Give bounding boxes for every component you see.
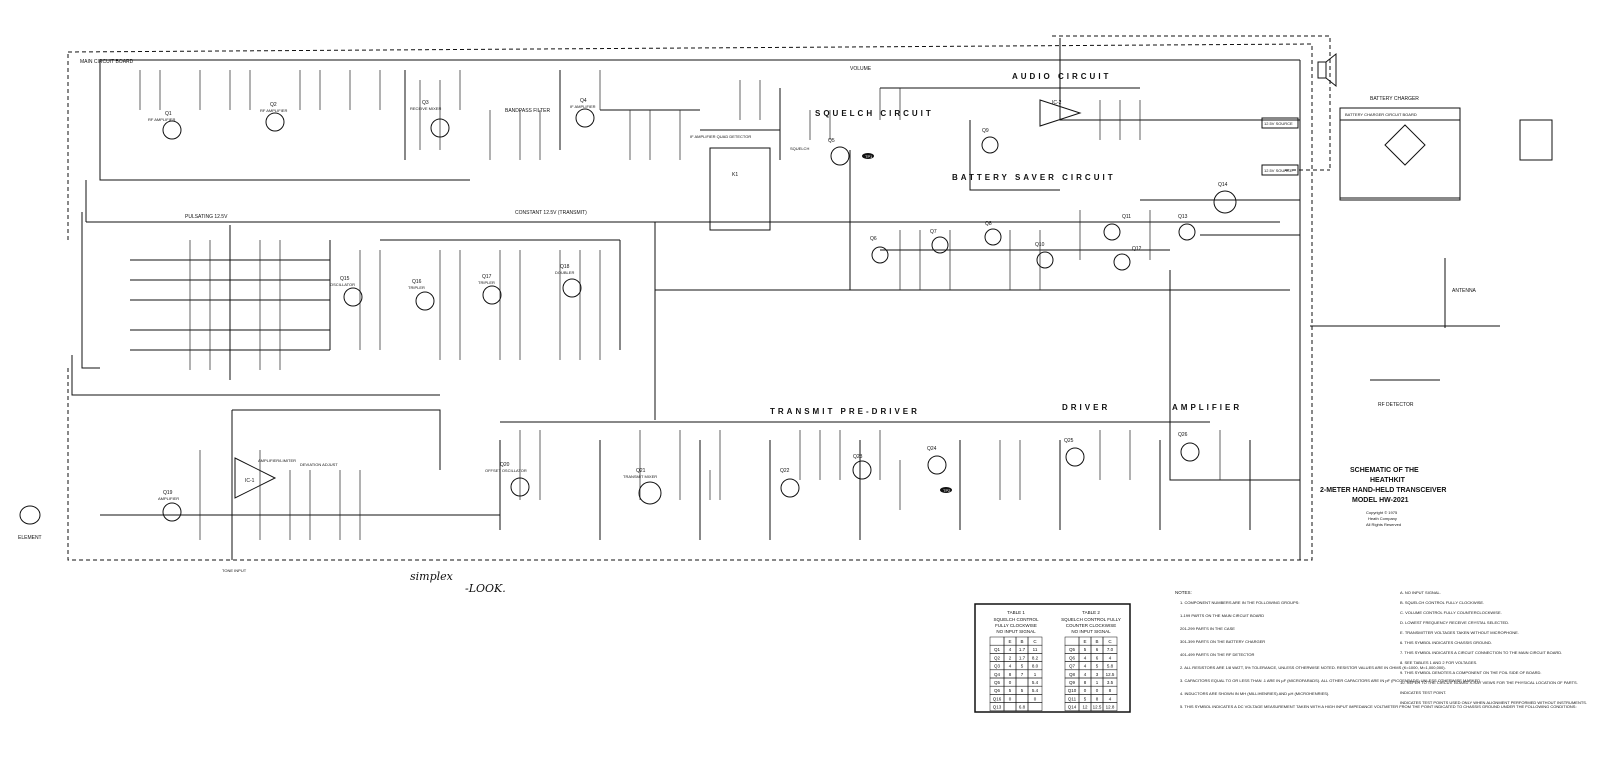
table2-cell-text: 8 xyxy=(1083,680,1087,685)
table2-title: TABLE 2 xyxy=(1082,610,1100,615)
q23-name: Q23 xyxy=(853,454,863,460)
q7-name: Q7 xyxy=(930,229,937,235)
q8-symbol xyxy=(985,229,1001,245)
table1-cell-text: 1.7 xyxy=(1018,647,1026,653)
q6-symbol xyxy=(872,247,888,263)
title-line-4: MODEL HW-2021 xyxy=(1352,497,1409,504)
table2-cell-text: Q14 xyxy=(1067,704,1077,710)
q19-function: AMPLIFIER xyxy=(158,496,180,501)
table1-cell-text: 5.4 xyxy=(1031,680,1039,685)
ic1-name: IC-1 xyxy=(245,478,255,484)
ic1-function: AMPLIFIER/LIMITER xyxy=(258,458,297,463)
table2-cell-text: Q11 xyxy=(1067,696,1077,702)
k1-box xyxy=(710,148,770,230)
q18-symbol xyxy=(563,279,581,297)
q21-function: TRANSMIT MIXER xyxy=(623,474,658,479)
constant-label: CONSTANT 12.5V (TRANSMIT) xyxy=(515,210,587,216)
note-right-item: 9. THIS SYMBOL DENOTES A COMPONENT ON THE FOIL SIDE OF BOARD. xyxy=(1400,670,1542,675)
q3-name: Q3 xyxy=(422,100,429,106)
table-1 xyxy=(990,610,1042,711)
battery-saver-label: BATTERY SAVER CIRCUIT xyxy=(952,173,1116,182)
title-line-3: 2-METER HAND-HELD TRANSCEIVER xyxy=(1320,487,1447,494)
table1-header-text: C xyxy=(1033,639,1037,644)
note-right-item: 10. REFER TO THE CIRCUIT BOARD X-RAY VIEWS FOR THE PHYSICAL LOCATION OF PARTS. xyxy=(1400,680,1578,685)
note-item: 3. CAPACITORS EQUAL TO OR LESS THAN .1 ARE IN µF (MICROFARADS). ALL OTHER CAPACITORS ARE IN pF (PICOFARADS) UNLESS OTHERWISE MARKED. xyxy=(1180,678,1482,683)
q9-name: Q9 xyxy=(982,128,989,134)
table2-cell-text: 3 xyxy=(1095,671,1099,677)
title-block xyxy=(1320,467,1446,527)
table2-cell-text: 4 xyxy=(1108,655,1112,661)
table1-cell xyxy=(1016,678,1028,686)
q4-symbol xyxy=(576,109,594,127)
table2-cell-text: 12.8 xyxy=(1105,704,1115,710)
main-board-label: MAIN CIRCUIT BOARD xyxy=(80,59,134,65)
q26-symbol xyxy=(1181,443,1199,461)
wiring xyxy=(72,38,1500,560)
q15-name: Q15 xyxy=(340,276,350,282)
charger-transformer-icon xyxy=(1520,120,1552,160)
table2-header-text: E xyxy=(1083,639,1087,644)
charger-board-box xyxy=(1340,108,1460,198)
table1-cell-text: 5 xyxy=(1020,663,1024,669)
antenna-label: ANTENNA xyxy=(1452,288,1476,294)
title-line-2: HEATHKIT xyxy=(1370,477,1405,484)
table1-cell-text: 8.0 xyxy=(1031,663,1039,669)
source2-label: 12.5V SOURCE xyxy=(1264,168,1293,173)
table1-cell-text: Q5 xyxy=(993,680,1001,685)
table1-cell-text: 0 xyxy=(1008,696,1012,702)
table2-cell-text: 12.5 xyxy=(1092,704,1102,710)
table2-cell-text: 8 xyxy=(1095,696,1099,702)
tp2-label: TP2 xyxy=(943,488,951,493)
q12-symbol xyxy=(1114,254,1130,270)
table1-cell-text: Q1 xyxy=(993,647,1001,653)
note-item: 1. COMPONENT NUMBERS ARE IN THE FOLLOWING GROUPS: xyxy=(1180,600,1300,605)
q6-name: Q6 xyxy=(870,236,877,242)
table1-cell-text: 8 xyxy=(1008,671,1012,677)
table2-caption-3: NO INPUT SIGNAL xyxy=(1071,629,1111,634)
handwritten-note-2: -LOOK. xyxy=(465,582,506,595)
table2-cell-text: 7.0 xyxy=(1106,647,1114,653)
q4-function: IF AMPLIFIER xyxy=(570,104,596,109)
q17-name: Q17 xyxy=(482,274,492,280)
table1-cell-text: 2 xyxy=(1008,655,1012,661)
rf-detector-label: RF DETECTOR xyxy=(1378,402,1414,408)
q24-name: Q24 xyxy=(927,446,937,452)
q10-name: Q10 xyxy=(1035,242,1045,248)
table2-cell-text: 5.8 xyxy=(1106,663,1114,669)
q19-symbol xyxy=(163,503,181,521)
table2-cell-text: Q8 xyxy=(1068,671,1076,677)
q13-symbol xyxy=(1179,224,1195,240)
copyright-line-2: Heath Company xyxy=(1368,516,1397,521)
note-item: 2. ALL RESISTORS ARE 1/8 WATT, 5% TOLERANCE, UNLESS OTHERWISE NOTED. RESISTOR VALUES ARE IN OHMS (K=1000, M=1,000,000). xyxy=(1180,665,1446,670)
table1-header-text: E xyxy=(1008,639,1012,644)
q17-symbol xyxy=(483,286,501,304)
table-2 xyxy=(1061,610,1121,711)
q1-symbol xyxy=(163,121,181,139)
transmit-pre-driver-label: TRANSMIT PRE-DRIVER xyxy=(770,407,920,416)
table2-caption-1: SQUELCH CONTROL FULLY xyxy=(1061,617,1121,622)
table1-cell-text: 11 xyxy=(1032,647,1038,653)
q13-name: Q13 xyxy=(1178,214,1188,220)
q21-name: Q21 xyxy=(636,468,646,474)
bandpass-label: BANDPASS FILTER xyxy=(505,108,551,114)
table1-cell-text: 5 xyxy=(1008,688,1012,694)
copyright-line-1: Copyright © 1975 xyxy=(1366,510,1398,515)
note-item: 301-399 PARTS ON THE BATTERY CHARGER xyxy=(1180,639,1266,644)
q16-name: Q16 xyxy=(412,279,422,285)
table1-cell-text: Q3 xyxy=(993,663,1001,669)
notes-right-list xyxy=(1400,590,1587,705)
table2-cell-text: 5 xyxy=(1095,663,1099,669)
q18-function: DOUBLER xyxy=(555,270,575,275)
table2-cell-text: Q10 xyxy=(1067,688,1077,694)
q5-symbol xyxy=(831,147,849,165)
table1-cell-text: 4 xyxy=(1008,663,1012,669)
note-item: 4. INDUCTORS ARE SHOWN IN MH (MILLIHENRIES) AND µH (MICROHENRIES). xyxy=(1180,691,1330,696)
charger-board-label: BATTERY CHARGER CIRCUIT BOARD xyxy=(1345,112,1417,117)
k1-name: K1 xyxy=(732,172,739,178)
table2-cell-text: 1 xyxy=(1095,680,1099,685)
k1-function: IF AMPLIFIER QUAD DETECTOR xyxy=(690,134,752,139)
table2-cell-text: 5 xyxy=(1083,647,1087,653)
table2-cell-text: Q7 xyxy=(1068,663,1076,669)
q2-symbol xyxy=(266,113,284,131)
note-right-item: 6. THIS SYMBOL INDICATES CHASSIS GROUND. xyxy=(1400,640,1492,645)
table2-header-text: B xyxy=(1095,639,1099,644)
note-right-item: D. LOWEST FREQUENCY RECEIVE CRYSTAL SELECTED. xyxy=(1400,620,1510,625)
deviation-label: DEVIATION ADJUST xyxy=(300,462,338,467)
q16-symbol xyxy=(416,292,434,310)
q20-function: OFFSET OSCILLATOR xyxy=(485,468,527,473)
table1-header-text: B xyxy=(1020,639,1024,644)
table2-cell-text: 6 xyxy=(1095,655,1099,661)
table2-cell-text: Q9 xyxy=(1068,680,1076,685)
q10-symbol xyxy=(1037,252,1053,268)
q26-name: Q26 xyxy=(1178,432,1188,438)
q8-name: Q8 xyxy=(985,221,992,227)
table1-caption-1: SQUELCH CONTROL xyxy=(993,617,1039,622)
component-stubs xyxy=(140,70,1220,540)
table1-cell-text: 0 xyxy=(1008,680,1012,685)
table2-cell-text: 0 xyxy=(1095,688,1099,694)
driver-label: DRIVER xyxy=(1062,403,1111,412)
q5-name: Q5 xyxy=(828,138,835,144)
table2-cell-text: Q5 xyxy=(1068,647,1076,653)
main-board-outline xyxy=(68,44,1312,560)
table1-cell-text: 5.4 xyxy=(1031,688,1039,694)
q14-name: Q14 xyxy=(1218,182,1228,188)
note-item: 201-299 PARTS IN THE CASE xyxy=(1180,626,1235,631)
table1-cell-text: Q16 xyxy=(992,696,1002,702)
element-label: ELEMENT xyxy=(18,535,42,541)
q16-function: TRIPLER xyxy=(408,285,425,290)
source1-label: 12.5V SOURCE xyxy=(1264,121,1293,126)
q5-function: SQUELCH xyxy=(790,146,810,151)
table1-cell xyxy=(1004,703,1016,711)
table1-cell-text: Q6 xyxy=(993,688,1001,694)
q14-symbol xyxy=(1214,191,1236,213)
table2-cell-text: 4 xyxy=(1083,663,1087,669)
case-outline xyxy=(1052,36,1330,170)
copyright-line-3: All Rights Reserved xyxy=(1366,522,1402,527)
handwritten-note-1: simplex xyxy=(410,570,453,583)
table2-cell-text: 3.5 xyxy=(1106,680,1114,685)
note-item: 5. THIS SYMBOL INDICATES A DC VOLTAGE MEASUREMENT TAKEN WITH A HIGH INPUT IMPEDANCE VOLTMETER FROM THE POINT INDICATED TO CHASSIS GROUND UNDER THE FOLLOWING CONDITIONS: xyxy=(1180,704,1577,709)
tone-input-label: TONE INPUT xyxy=(222,568,247,573)
q23-symbol xyxy=(853,461,871,479)
table1-cell-text: 5 xyxy=(1020,688,1024,694)
speaker-icon xyxy=(1318,54,1336,86)
q1-name: Q1 xyxy=(165,111,172,117)
q22-name: Q22 xyxy=(780,468,790,474)
q24-symbol xyxy=(928,456,946,474)
q2-name: Q2 xyxy=(270,102,277,108)
table2-header-cell xyxy=(1065,637,1079,645)
table1-cell-text: 6.8 xyxy=(1018,704,1026,710)
q2-function: RF AMPLIFIER xyxy=(260,108,288,113)
table2-cell-text: 4 xyxy=(1083,655,1087,661)
q25-name: Q25 xyxy=(1064,438,1074,444)
q25-symbol xyxy=(1066,448,1084,466)
amplifier-label: AMPLIFIER xyxy=(1172,403,1243,412)
note-right-item: C. VOLUME CONTROL FULLY COUNTERCLOCKWISE. xyxy=(1400,610,1502,615)
q3-function: RECEIVE MIXER xyxy=(410,106,442,111)
q21-symbol xyxy=(639,482,661,504)
table2-cell-text: 0 xyxy=(1083,688,1087,694)
squelch-circuit-label: SQUELCH CIRCUIT xyxy=(815,109,934,118)
volume-label: VOLUME xyxy=(850,66,872,72)
q20-name: Q20 xyxy=(500,462,510,468)
table1-cell-text: 1.7 xyxy=(1018,655,1026,661)
note-right-item: B. SQUELCH CONTROL FULLY CLOCKWISE. xyxy=(1400,600,1485,605)
table2-cell-text: 6 xyxy=(1095,647,1099,653)
ic1-symbol xyxy=(235,458,275,498)
table1-caption-3: NO INPUT SIGNAL xyxy=(996,629,1036,634)
table1-cell-text: Q2 xyxy=(993,655,1001,661)
table1-cell-text: 8.2 xyxy=(1031,655,1039,661)
table1-header-cell xyxy=(990,637,1004,645)
q18-name: Q18 xyxy=(560,264,570,270)
q22-symbol xyxy=(781,479,799,497)
table2-cell-text: 12 xyxy=(1082,704,1088,710)
tp1-label: TP1 xyxy=(865,154,873,159)
table2-cell-text: Q6 xyxy=(1068,655,1076,661)
table1-cell-text: 4 xyxy=(1008,647,1012,653)
table1-title: TABLE 1 xyxy=(1007,610,1025,615)
audio-circuit-label: AUDIO CIRCUIT xyxy=(1012,72,1112,81)
note-right-item: 8. SEE TABLES 1 AND 2 FOR VOLTAGES. xyxy=(1400,660,1478,665)
table2-cell-text: 4 xyxy=(1108,696,1112,702)
table2-header-text: C xyxy=(1108,639,1112,644)
note-right-item: INDICATES TEST POINT. xyxy=(1400,690,1447,695)
q1-function: RF AMPLIFIER xyxy=(148,117,176,122)
note-item: 401-499 PARTS ON THE RF DETECTOR xyxy=(1180,652,1255,657)
battery-charger-label: BATTERY CHARGER xyxy=(1370,96,1419,102)
bridge-rectifier-icon xyxy=(1385,125,1425,165)
notes-heading: NOTES: xyxy=(1175,590,1192,595)
table2-cell-text: 5 xyxy=(1083,696,1087,702)
note-right-item: 7. THIS SYMBOL INDICATES A CIRCUIT CONNECTION TO THE MAIN CIRCUIT BOARD. xyxy=(1400,650,1563,655)
table1-cell-text: 1 xyxy=(1033,671,1037,677)
q11-name: Q11 xyxy=(1122,214,1132,220)
note-item: 1-199 PARTS ON THE MAIN CIRCUIT BOARD xyxy=(1180,613,1265,618)
ic2-name: IC-2 xyxy=(1052,100,1062,106)
table1-cell xyxy=(1016,694,1028,702)
q15-function: OSCILLATOR xyxy=(330,282,355,287)
note-right-item: E. TRANSMITTER VOLTAGES TAKEN WITHOUT MICROPHONE. xyxy=(1400,630,1519,635)
note-right-item: A. NO INPUT SIGNAL. xyxy=(1400,590,1441,595)
table2-cell-text: 8 xyxy=(1108,688,1112,694)
q17-function: TRIPLER xyxy=(478,280,495,285)
q12-name: Q12 xyxy=(1132,246,1142,252)
q4-name: Q4 xyxy=(580,98,587,104)
title-line-1: SCHEMATIC OF THE xyxy=(1350,467,1419,474)
q11-symbol xyxy=(1104,224,1120,240)
table2-cell-text: 4 xyxy=(1083,671,1087,677)
q19-name: Q19 xyxy=(163,490,173,496)
table2-cell-text: 12.5 xyxy=(1105,671,1115,677)
q15-symbol xyxy=(344,288,362,306)
q7-symbol xyxy=(932,237,948,253)
table1-cell-text: 7 xyxy=(1020,671,1024,677)
pulsating-label: PULSATING 12.5V xyxy=(185,214,228,220)
q9-symbol xyxy=(982,137,998,153)
microphone-element-icon xyxy=(20,506,40,524)
table1-caption-2: FULLY CLOCKWISE xyxy=(995,623,1037,628)
table2-caption-2: COUNTER CLOCKWISE xyxy=(1065,623,1117,628)
table1-cell-text: Q13 xyxy=(992,704,1002,710)
note-right-item: INDICATES TEST POINTS USED ONLY WHEN ALIGNMENT PERFORMED WITHOUT INSTRUMENTS. xyxy=(1400,700,1588,705)
table1-cell xyxy=(1028,703,1042,711)
table1-cell-text: 0 xyxy=(1033,696,1037,702)
table1-cell-text: Q4 xyxy=(993,671,1001,677)
